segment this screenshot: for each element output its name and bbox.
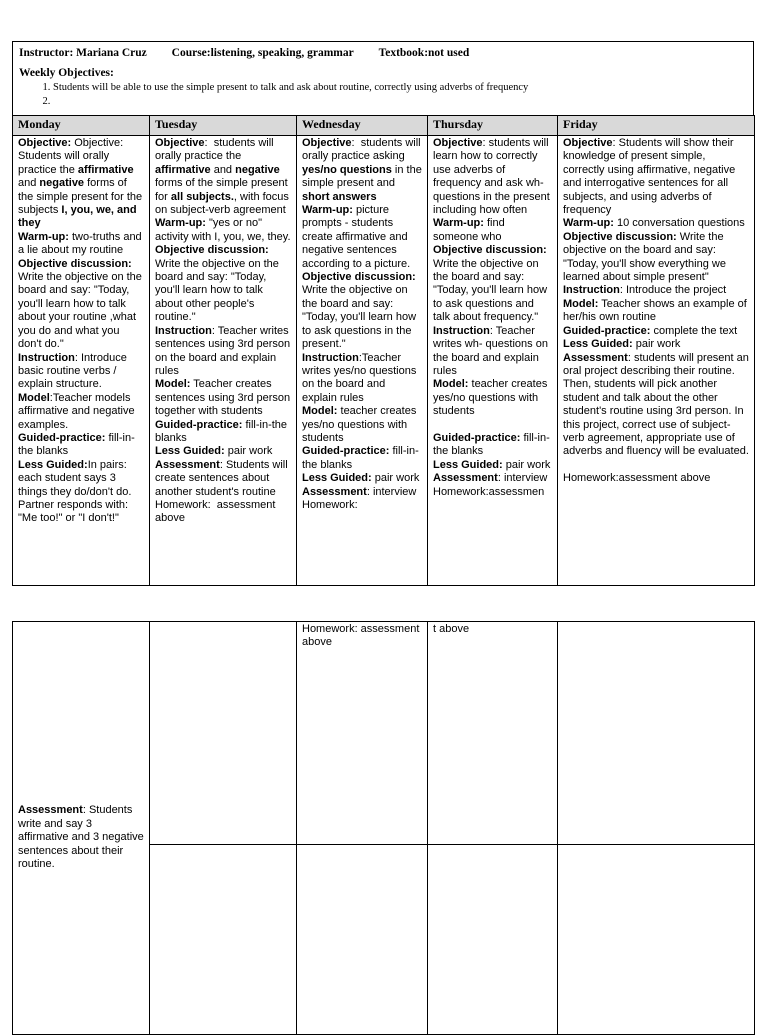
thursday-continuation-cell: t above — [428, 622, 558, 845]
plan-row — [13, 136, 755, 586]
lesson-header — [12, 41, 754, 115]
friday-continuation-cell — [558, 622, 755, 845]
objectives-list — [33, 81, 528, 108]
day-header-thursday: Thursday — [428, 116, 558, 136]
objective-item — [53, 95, 528, 109]
tuesday-continuation-cell — [150, 622, 297, 845]
day-header-friday: Friday — [558, 116, 755, 136]
monday-continuation-cell — [13, 622, 150, 1035]
day-header-monday: Monday — [13, 116, 150, 136]
continuation-row — [13, 622, 755, 845]
day-header-tuesday: Tuesday — [150, 116, 297, 136]
thursday-plan-cell: Objective: students will learn how to correctly use adverbs of frequency and ask wh-questions in the present including how often Warm-up: find someone who Objective discussion: Write the objective on the board and say: "Today, you'll learn how to ask questions and talk about frequency." Instruction: Teacher writes wh- questions on the board and explain rules Model: teacher creates yes/no questions with students Guided-practice: fill-in-the blanks Less Guided: pair work Assessment: interview Homework:assessmen — [428, 136, 558, 586]
days-header-row — [13, 116, 755, 136]
empty-cell — [150, 845, 297, 1035]
wednesday-continuation-cell: Homework: assessment above — [297, 622, 428, 845]
objective-item: 1. Students will be able to use the simple present to talk and ask about routine, correctly using adverbs of frequency — [53, 81, 528, 95]
textbook-label: Textbook:not used — [378, 47, 470, 59]
course-label: Course:listening, speaking, grammar — [171, 47, 354, 59]
wednesday-plan-cell: Objective: students will orally practice asking yes/no questions in the simple present and short answers Warm-up: picture prompts - students create affirmative and negative sentences according to a picture. Objective discussion: Write the objective on the board and say: "Today, you'll learn how to ask questions in the present." Instruction:Teacher writes yes/no questions on the board and explain rules Model: teacher creates yes/no questions with students Guided-practice: fill-in-the blanks Less Guided: pair work Assessment: interview Homework: — [297, 136, 428, 586]
continuation-table — [12, 621, 755, 1035]
tuesday-plan-cell: Objective: students will orally practice the affirmative and negative forms of the simple present for all subjects., with focus on subject-verb agreement Warm-up: "yes or no" activity with I, you, we, they. Objective discussion: Write the objective on the board and say: "Today, you'll learn how to talk about other people's routine." Instruction: Teacher writes sentences using 3rd person on the board and explain rules Model: Teacher creates sentences using 3rd person together with students Guided-practice: fill-in-the blanks Less Guided: pair work Assessment: Students will create sentences about another student's routine Homework: assessment above — [150, 136, 297, 586]
friday-plan-cell: Objective: Students will show their knowledge of present simple, correctly using affirmative, negative and interrogative sentences for all subjects, and using adverbs of frequency Warm-up: 10 conversation questions Objective discussion: Write the objective on the board and say: "Today, you'll show everything we learned about simple present" Instruction: Introduce the project Model: Teacher shows an example of her/his own routine Guided-practice: complete the text Less Guided: pair work Assessment: students will present an oral project describing their routine. Then, students will pick another student and talk about the other student's routine using 3rd person. In this project, correct use of subject-verb agreement, appropriate use of adverbs and fluency will be evaluated. Homework:assessment above — [558, 136, 755, 586]
weekly-plan-table — [12, 115, 755, 586]
day-header-wednesday: Wednesday — [297, 116, 428, 136]
assessment-label: Assessment — [18, 804, 83, 817]
empty-cell — [297, 845, 428, 1035]
assessment-text: : Students write and say 3 affirmative and 3 negative sentences about their routine. — [18, 804, 144, 871]
empty-cell — [428, 845, 558, 1035]
weekly-objectives-label: Weekly Objectives: — [19, 67, 114, 79]
monday-plan-cell: Objective: Objective: Students will orally practice the affirmative and negative forms of the simple present for the subjects I, you, we, and they Warm-up: two-truths and a lie about my routine Objective discussion: Write the objective on the board and say: "Today, you'll learn how to talk about your routine ,what you do and what you don't do." Instruction: Introduce basic routine verbs / explain structure. Model:Teacher models affirmative and negative examples. Guided-practice: fill-in-the blanks Less Guided:In pairs: each student says 3 things they do/don't do. Partner responds with: "Me too!" or "I don't!" — [13, 136, 150, 586]
instructor-label: Instructor: Mariana Cruz — [19, 47, 147, 59]
empty-cell — [558, 845, 755, 1035]
